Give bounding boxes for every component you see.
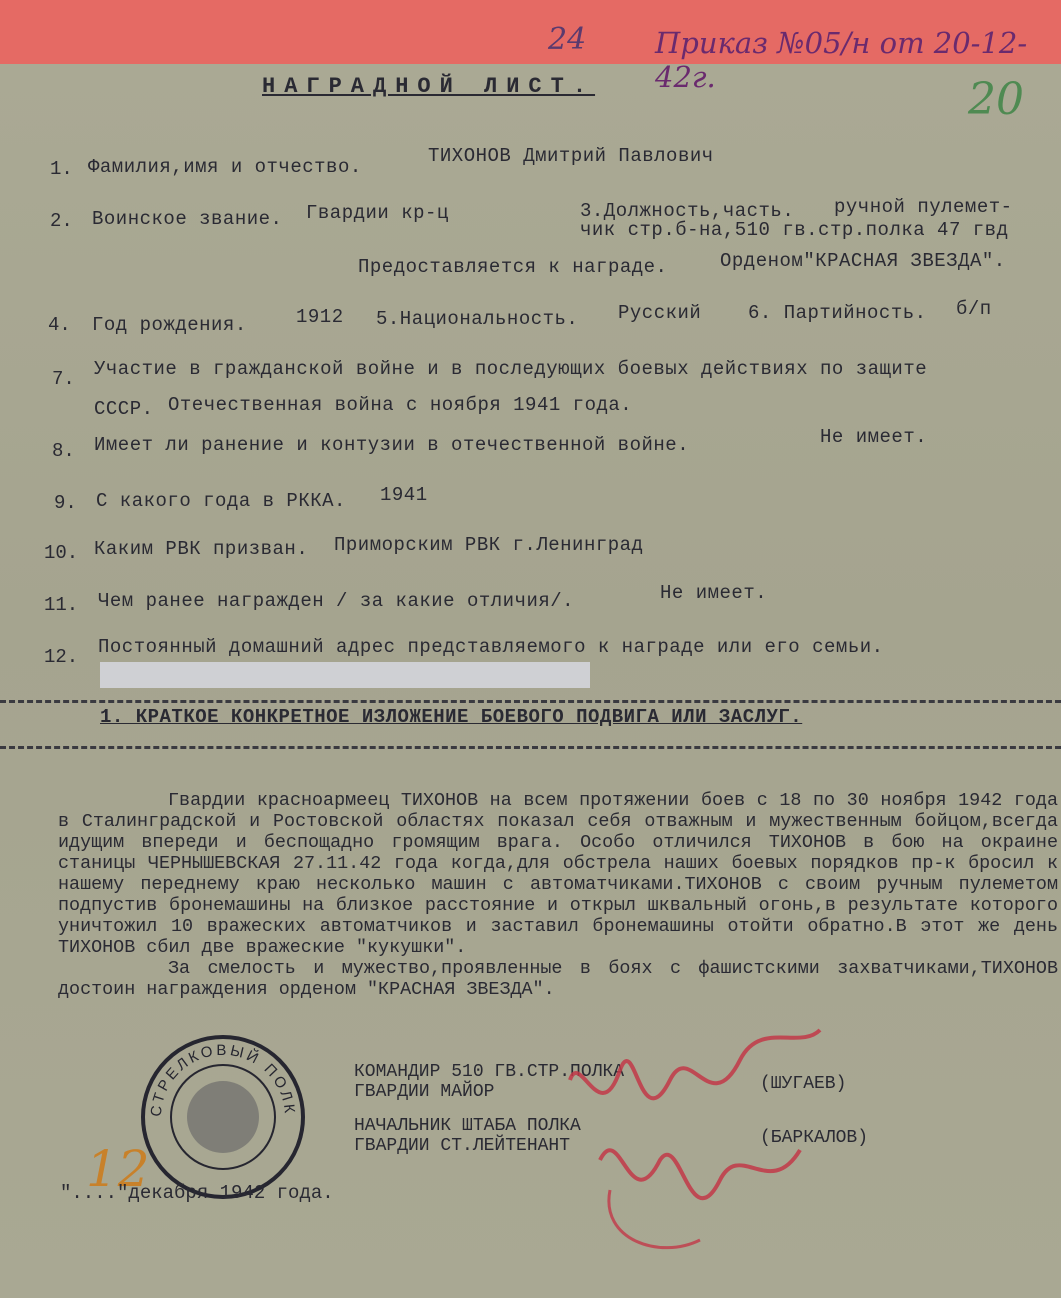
field-10-value: Приморским РВК г.Ленинград (334, 534, 644, 556)
field-7-label-line2: СССР. (94, 398, 154, 420)
field-8-number: 8. (52, 440, 75, 462)
chief-rank: ГВАРДИИ СТ.ЛЕЙТЕНАНТ (354, 1136, 571, 1156)
field-4-number: 4. (48, 314, 71, 336)
field-4-value: 1912 (296, 306, 344, 328)
document-title: НАГРАДНОЙ ЛИСТ. (262, 74, 596, 99)
field-7-number: 7. (52, 368, 75, 390)
field-3-value-line2: чик стр.б-на,510 гв.стр.полка 47 гвд (580, 219, 1009, 241)
commander-rank: ГВАРДИИ МАЙОР (354, 1082, 495, 1102)
field-9-label: С какого года в РККА. (96, 490, 346, 512)
corner-number: 24 (548, 22, 587, 57)
field-10-label: Каким РВК призван. (94, 538, 309, 560)
field-2-number: 2. (50, 210, 73, 232)
field-10-number: 10. (44, 542, 79, 564)
separator-top (0, 700, 1061, 703)
nomination-label: Предоставляется к награде. (358, 256, 668, 278)
field-1-value: ТИХОНОВ Дмитрий Павлович (428, 145, 714, 167)
chief-title: НАЧАЛЬНИК ШТАБА ПОЛКА (354, 1116, 581, 1136)
field-9-number: 9. (54, 492, 77, 514)
field-7-value: Отечественная война с ноября 1941 года. (168, 394, 633, 416)
field-1-label: Фамилия,имя и отчество. (88, 156, 362, 178)
stamp-date-number: 12 (86, 1140, 150, 1198)
nomination-value: Орденом"КРАСНАЯ ЗВЕЗДА". (720, 250, 1006, 272)
field-2-label: Воинское звание. (92, 208, 283, 230)
field-5-label: 5.Национальность. (376, 308, 579, 330)
field-5-value: Русский (618, 302, 702, 324)
field-3-value-line1: ручной пулемет- (834, 196, 1013, 218)
separator-bottom (0, 746, 1061, 749)
field-11-label: Чем ранее награжден / за какие отличия/. (98, 590, 575, 612)
redacted-address (100, 662, 590, 688)
narrative (58, 790, 1058, 1000)
section-title: 1. КРАТКОЕ КОНКРЕТНОЕ ИЗЛОЖЕНИЕ БОЕВОГО ПОДВИГА ИЛИ ЗАСЛУГ. (100, 706, 803, 728)
handwritten-signatures (540, 1010, 840, 1290)
narrative-paragraph-1: Гвардии красноармеец ТИХОНОВ на всем протяжении боев с 18 по 30 ноября 1942 года в Сталинградской и Ростовской областях показал себя отважным и мужественным бойцом,всегда идущим впереди и беспощадно громящим врага. Особо отличился ТИХОНОВ в бою на окраине станицы ЧЕРНЫШЕВСКАЯ 27.11.42 года когда,для обстрела наших боевых порядков пр-к бросил к нашему переднему краю несколько машин с автоматчиками.ТИХОНОВ с своим ручным пулеметом подпустив бронемашины на близкое расстояние и открыл шквальный огонь,в результате которого уничтожил 10 вражеских автоматчиков и заставил бронемашины отойти обратно.В этот же день ТИХОНОВ сбил две вражеские "кукушки". (58, 790, 1058, 958)
field-4-label: Год рождения. (92, 314, 247, 336)
commander-title: КОМАНДИР 510 ГВ.СТР.ПОЛКА (354, 1062, 625, 1082)
field-11-number: 11. (44, 594, 79, 616)
field-1-number: 1. (50, 158, 73, 180)
field-6-value: б/п (956, 298, 992, 320)
field-2-value: Гвардии кр-ц (306, 202, 449, 224)
field-8-label: Имеет ли ранение и контузии в отечественной войне. (94, 434, 690, 456)
date-line: "...."декабря 1942 года. (60, 1182, 334, 1204)
field-12-label: Постоянный домашний адрес представляемого к награде или его семьи. (98, 636, 884, 658)
green-number: 20 (968, 74, 1024, 125)
round-stamp (138, 1032, 308, 1202)
field-6-label: 6. Партийность. (748, 302, 927, 324)
field-3-label: 3.Должность,часть. (580, 200, 795, 222)
chief-name: (БАРКАЛОВ) (760, 1128, 869, 1148)
commander-name: (ШУГАЕВ) (760, 1074, 847, 1094)
field-7-label-line1: Участие в гражданской войне и в последующих боевых действиях по защите (94, 358, 928, 380)
field-12-number: 12. (44, 646, 79, 668)
field-11-value: Не имеет. (660, 582, 768, 604)
field-9-value: 1941 (380, 484, 428, 506)
narrative-paragraph-2: За смелость и мужество,проявленные в боях с фашистскими захватчиками,ТИХОНОВ достоин награждения орденом "КРАСНАЯ ЗВЕЗДА". (58, 958, 1058, 1000)
order-note: Приказ №05/н от 20-12-42г. (655, 26, 1028, 94)
stamp-ring-text: СТРЕЛКОВЫЙ ПОЛК (147, 1041, 299, 1118)
field-8-value: Не имеет. (820, 426, 928, 448)
